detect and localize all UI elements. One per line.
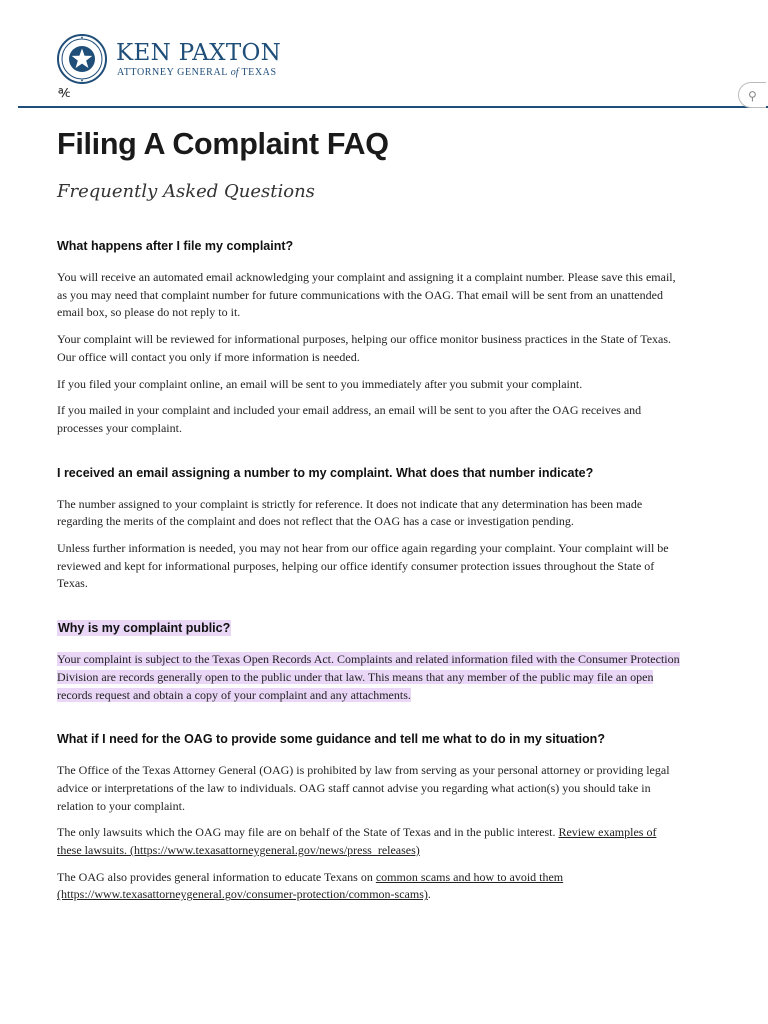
faq-paragraph: The number assigned to your complaint is strictly for reference. It does not indicate that any determination has been made regarding the merits of the complaint and does not reflect that the OAG has a case or investigation pending. bbox=[57, 496, 643, 529]
faq-question: What happens after I file my complaint? bbox=[57, 239, 294, 253]
faq-section-guidance bbox=[57, 730, 682, 904]
faq-paragraph: The Office of the Texas Attorney General (OAG) is prohibited by law from serving as your personal attorney or providing legal advice or interpretations of the law to individuals. OAG staff cannot advise you regarding what action(s) you should take in relation to your complaint. bbox=[57, 763, 670, 813]
page-subtitle: Frequently Asked Questions bbox=[57, 181, 315, 202]
faq-question: I received an email assigning a number to my complaint. What does that number indicate? bbox=[57, 465, 594, 480]
faq-section-after-filing bbox=[57, 237, 682, 438]
side-widget-tab[interactable]: ⚲ bbox=[738, 82, 766, 108]
faq-paragraph bbox=[57, 824, 682, 859]
faq-section-public-complaint bbox=[57, 619, 682, 704]
faq-paragraph bbox=[57, 651, 682, 704]
paragraph-text: The only lawsuits which the OAG may file are on behalf of the State of Texas and in the public interest. bbox=[57, 825, 559, 840]
faq-question: What if I need for the OAG to provide some guidance and tell me what to do in my situation? bbox=[57, 732, 605, 747]
main-content bbox=[57, 120, 682, 913]
brand-name[interactable]: KEN PAXTON bbox=[116, 40, 282, 66]
faq-section-complaint-number bbox=[57, 464, 682, 594]
faq-paragraph: You will receive an automated email acknowledging your complaint and assigning it a complaint number. Please save this email, as you may need that complaint number for future communications with the OAG. That email will be sent from an unattended email box, so please do not reply to it. bbox=[57, 270, 676, 320]
header-divider bbox=[18, 106, 768, 108]
brand-sub-of: of bbox=[230, 67, 239, 78]
accessibility-icon[interactable]: ℀ bbox=[58, 86, 71, 100]
site-header bbox=[0, 0, 768, 110]
brand-sub-prefix: ATTORNEY GENERAL bbox=[117, 67, 228, 78]
paragraph-text: The OAG also provides general information to educate Texans on bbox=[57, 869, 376, 884]
faq-paragraph: Unless further information is needed, you may not hear from our office again regarding your complaint. Your complaint will be reviewed and kept for informational purposes, helping our office identify consumer protection issues throughout the State of Texas. bbox=[57, 541, 669, 591]
highlighted-question: Why is my complaint public? bbox=[58, 621, 231, 636]
faq-question bbox=[57, 619, 682, 637]
highlighted-text: Your complaint is subject to the Texas Open Records Act. Complaints and related information filed with the Consumer Protection Division are records generally open to the public under that law. This means that any member of the public may file an open records request and obtain a copy of your complaint and any attachments. bbox=[57, 652, 680, 702]
faq-paragraph: If you filed your complaint online, an email will be sent to you immediately after you submit your complaint. bbox=[57, 376, 583, 391]
press-releases-link[interactable]: Review examples of these lawsuits. (https://www.texasattorneygeneral.gov/news/press_releases) bbox=[57, 825, 657, 858]
faq-paragraph bbox=[57, 869, 682, 904]
page-title: Filing A Complaint FAQ bbox=[57, 127, 389, 161]
paragraph-text-after: . bbox=[427, 887, 431, 902]
common-scams-link[interactable]: common scams and how to avoid them (https://www.texasattorneygeneral.gov/consumer-protection/common-scams) bbox=[57, 869, 564, 902]
brand-subtitle bbox=[117, 67, 277, 78]
brand-sub-suffix: TEXAS bbox=[241, 67, 277, 78]
faq-paragraph: Your complaint will be reviewed for informational purposes, helping our office monitor business practices in the State of Texas. Our office will contact you only if more information is needed. bbox=[57, 332, 672, 364]
texas-seal-icon[interactable] bbox=[57, 34, 107, 84]
faq-paragraph: If you mailed in your complaint and included your email address, an email will be sent to you after the OAG receives and processes your complaint. bbox=[57, 403, 642, 435]
